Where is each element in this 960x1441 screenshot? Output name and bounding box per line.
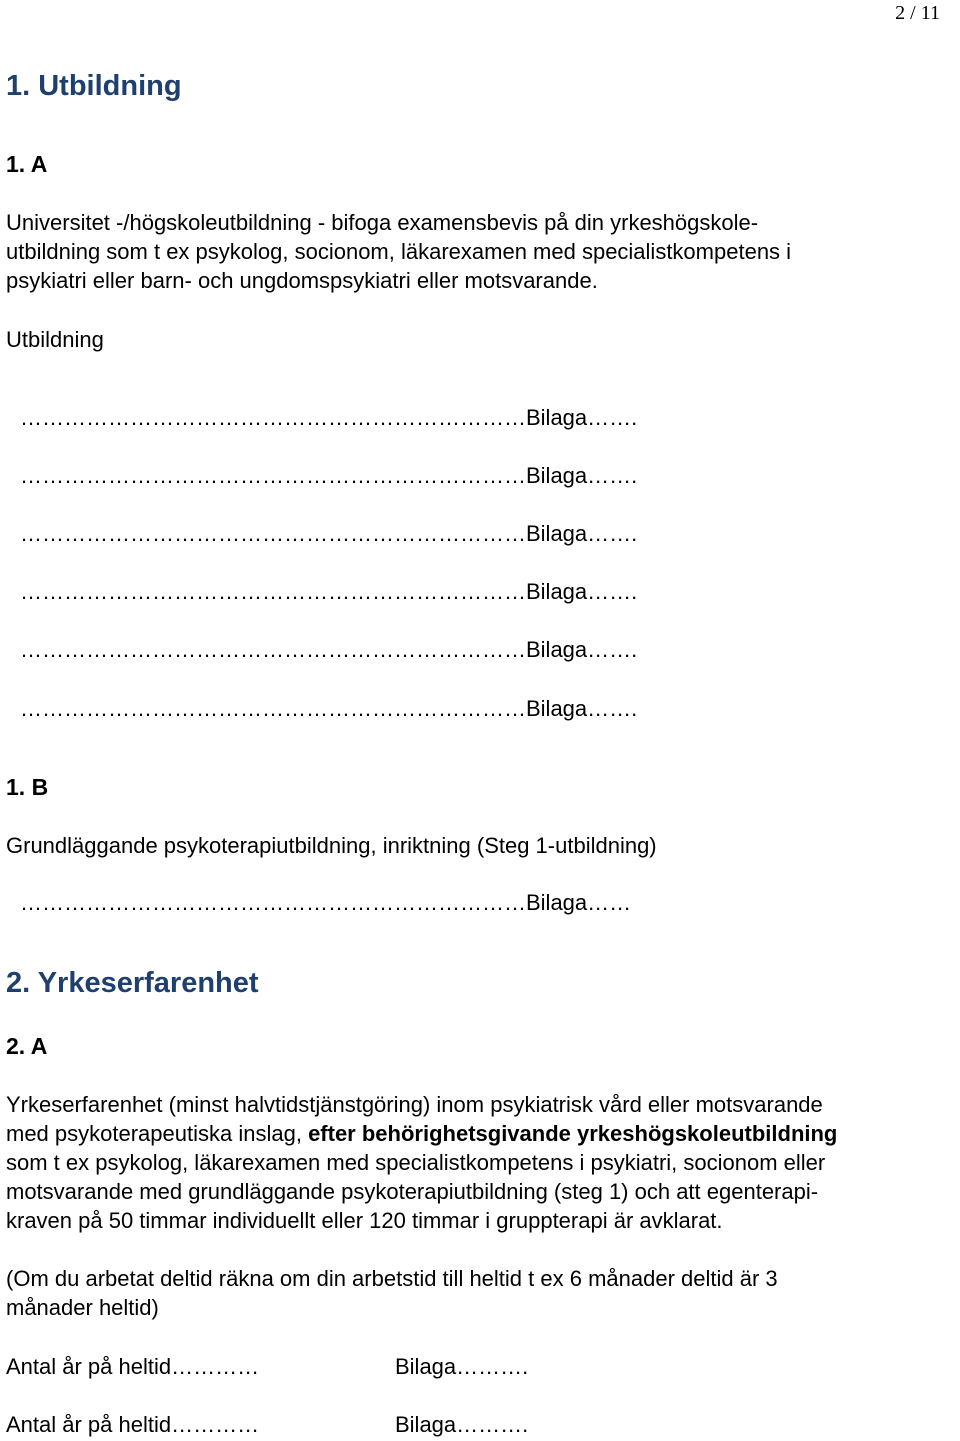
subsection-heading-2a: 2. A xyxy=(6,1033,48,1059)
subsection-heading-1b: 1. B xyxy=(6,774,49,800)
utbildning-entry-row[interactable]: ……………………………………………………………Bilaga……. xyxy=(20,637,638,662)
paragraph-2a-line-1: Yrkeserfarenhet (minst halvtidstjänstgöring) inom psykiatrisk vård eller motsvarande xyxy=(6,1092,823,1117)
paragraph-2a-line-4: motsvarande med grundläggande psykoterapiutbildning (steg 1) och att egenterapi- xyxy=(6,1179,819,1204)
subsection-heading-1a: 1. A xyxy=(6,151,48,177)
utbildning-entry-row[interactable]: ……………………………………………………………Bilaga……. xyxy=(20,579,638,604)
bilaga-field[interactable]: Bilaga………. xyxy=(395,1412,529,1437)
antal-ar-field[interactable]: Antal år på heltid………… xyxy=(6,1412,260,1437)
paragraph-1a-line-1: Universitet -/högskoleutbildning - bifoga examensbevis på din yrkeshögskole- xyxy=(6,210,759,235)
paragraph-1a-line-2: utbildning som t ex psykolog, socionom, läkarexamen med specialistkompetens i xyxy=(6,239,792,264)
paragraph-2a-line-5: kraven på 50 timmar individuellt eller 120 timmar i gruppterapi är avklarat. xyxy=(6,1208,723,1233)
utbildning-entry-row[interactable]: ……………………………………………………………Bilaga……. xyxy=(20,521,638,546)
field-label-steg1: Grundläggande psykoterapiutbildning, inriktning (Steg 1-utbildning) xyxy=(6,833,657,858)
section-heading-yrkeserfarenhet: 2. Yrkeserfarenhet xyxy=(6,967,259,999)
page-number: 2 / 11 xyxy=(895,2,940,24)
paragraph-2a-line-2 xyxy=(6,1119,837,1149)
note-line-1: (Om du arbetat deltid räkna om din arbetstid till heltid t ex 6 månader deltid är 3 xyxy=(6,1266,778,1291)
utbildning-entry-row[interactable]: ……………………………………………………………Bilaga……. xyxy=(20,463,638,488)
paragraph-2a-line-3: som t ex psykolog, läkarexamen med specialistkompetens i psykiatri, socionom eller xyxy=(6,1150,826,1175)
steg1-entry-row[interactable]: ……………………………………………………………Bilaga…… xyxy=(20,890,632,915)
utbildning-entry-row[interactable]: ……………………………………………………………Bilaga……. xyxy=(20,405,638,430)
note-line-2: månader heltid) xyxy=(6,1295,159,1320)
utbildning-entry-row[interactable]: ……………………………………………………………Bilaga……. xyxy=(20,696,638,721)
paragraph-1a-line-3: psykiatri eller barn- och ungdomspsykiatri eller motsvarande. xyxy=(6,268,598,293)
paragraph-2a-line-2-text: med psykoterapeutiska inslag, xyxy=(6,1121,309,1146)
paragraph-2a-emphasis: efter behörighetsgivande yrkeshögskoleutbildning xyxy=(308,1121,838,1146)
field-label-utbildning: Utbildning xyxy=(6,327,104,352)
bilaga-field[interactable]: Bilaga………. xyxy=(395,1354,529,1379)
antal-ar-field[interactable]: Antal år på heltid………… xyxy=(6,1354,260,1379)
section-heading-utbildning: 1. Utbildning xyxy=(6,70,182,102)
